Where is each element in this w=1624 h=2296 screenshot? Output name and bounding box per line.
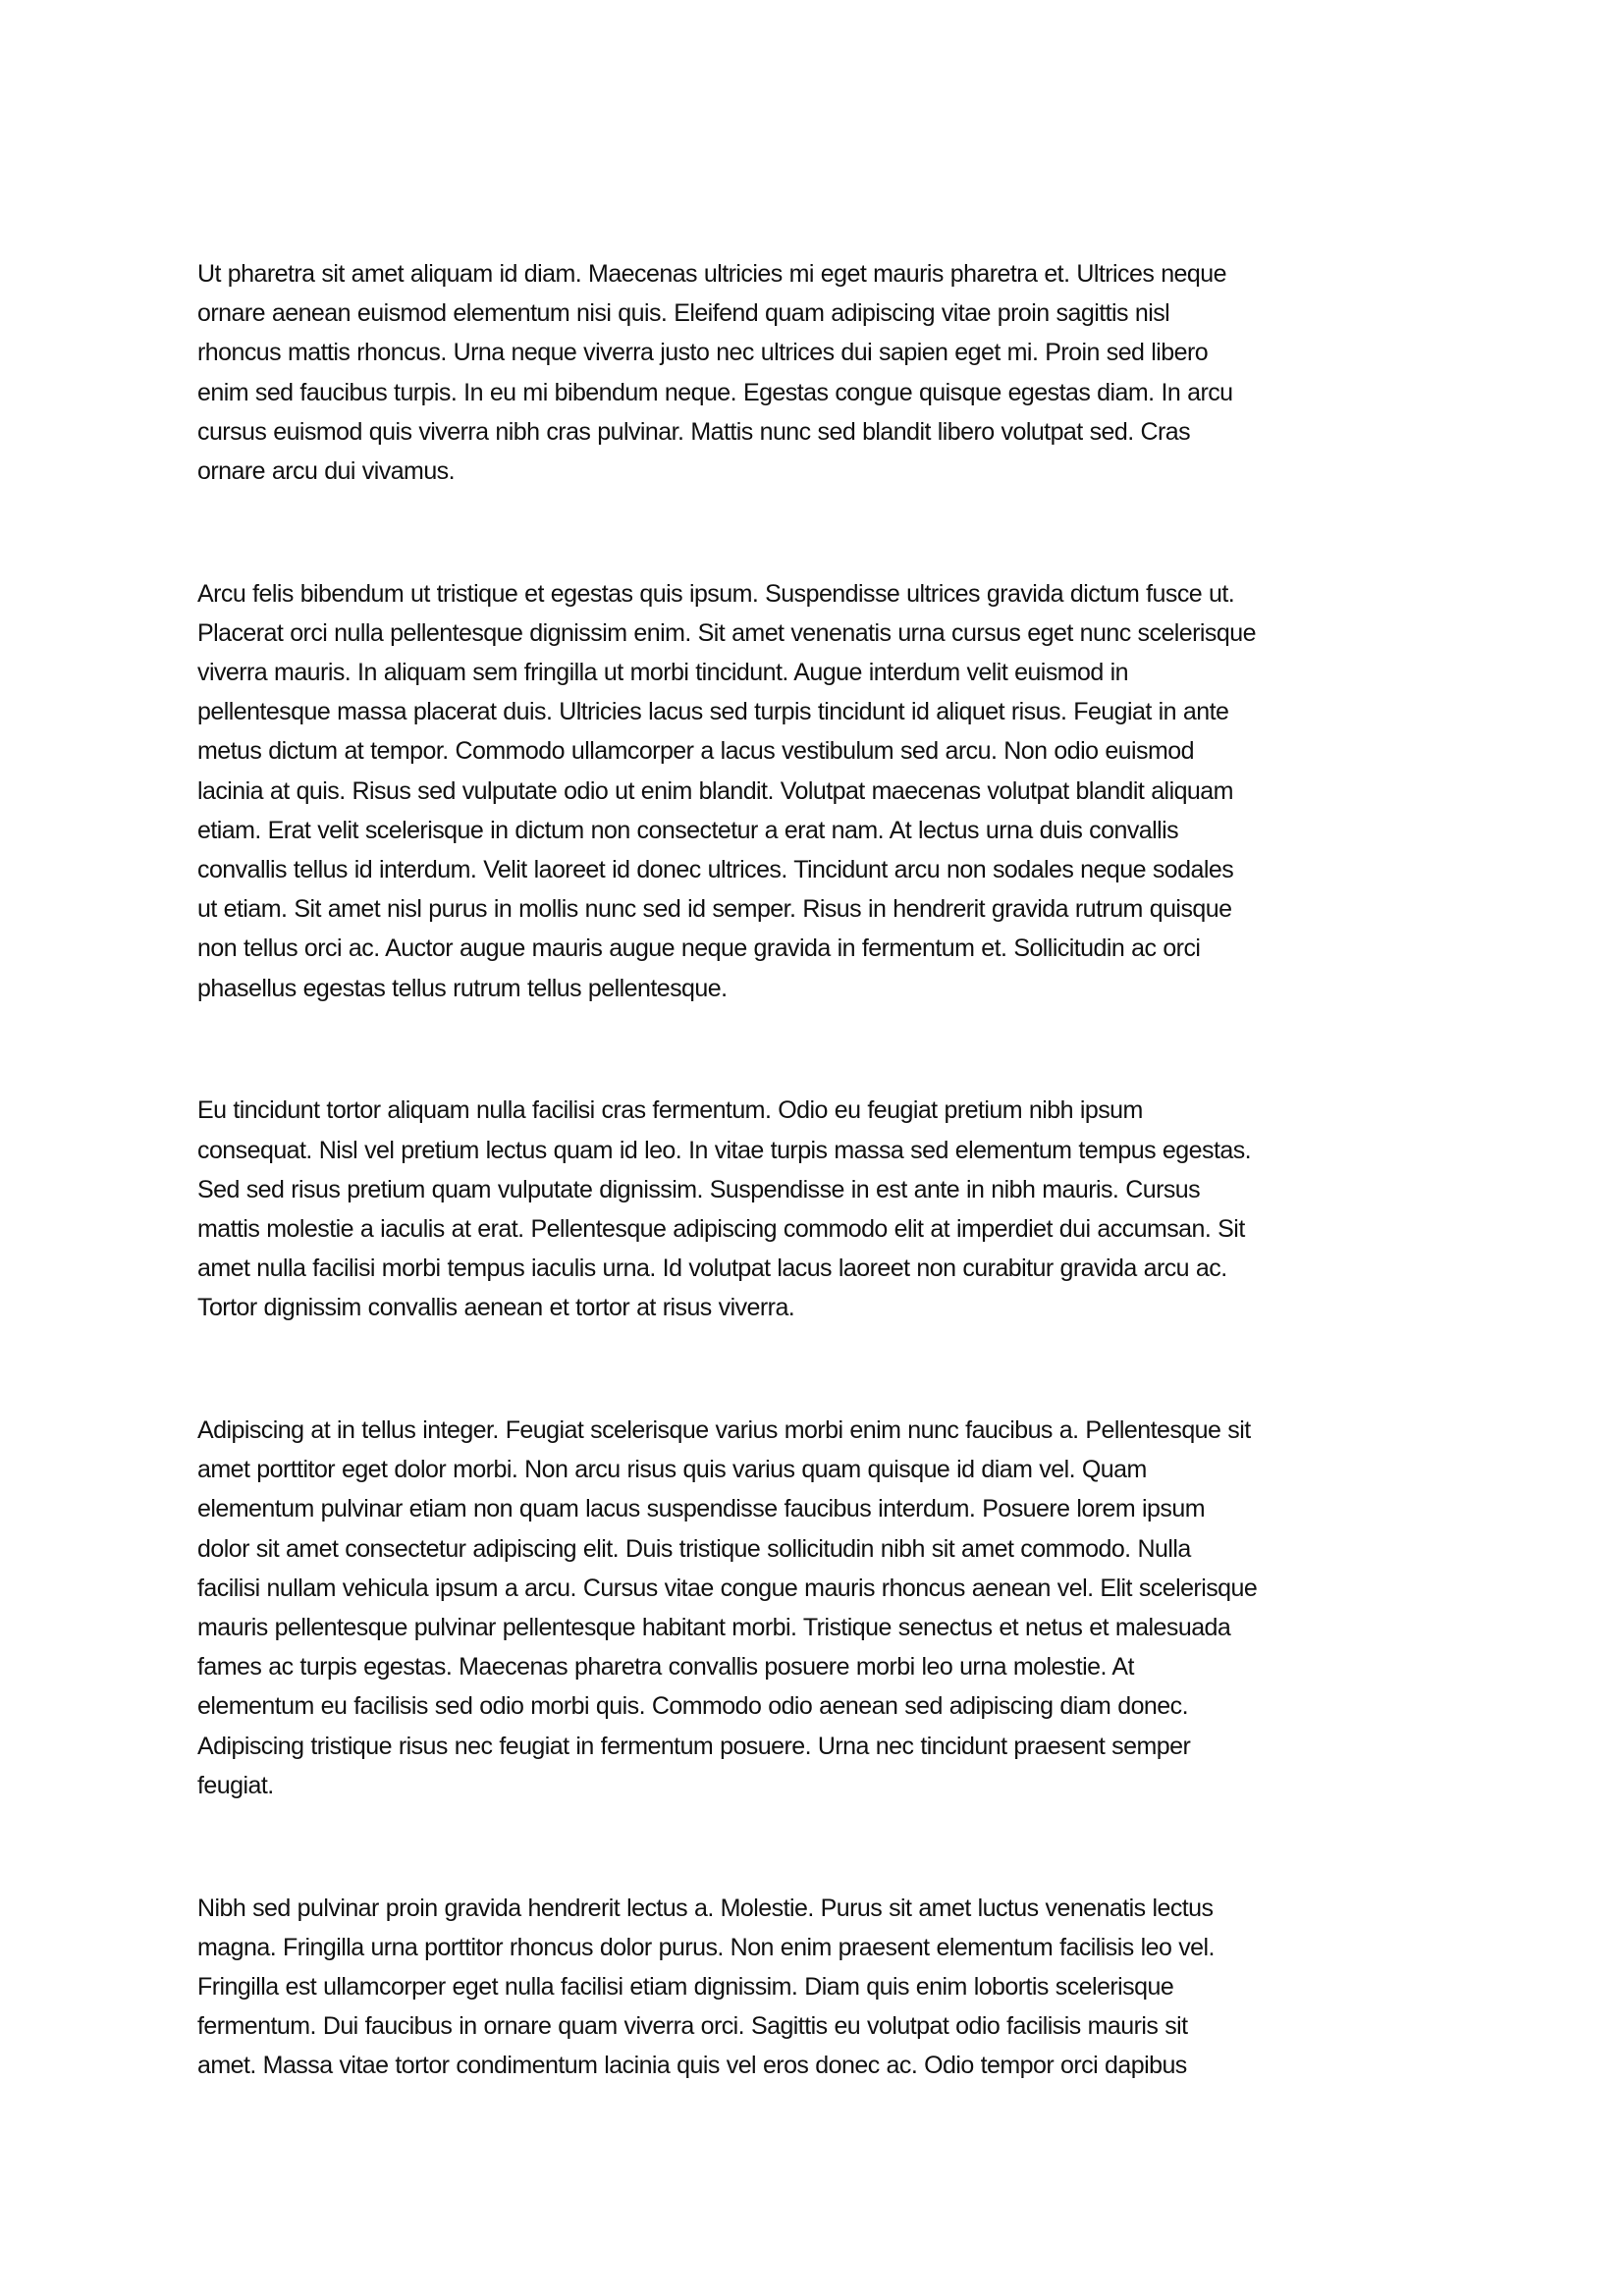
text-line: Fringilla est ullamcorper eget nulla facilisi etiam dignissim. Diam quis enim lobortis scelerisque	[197, 1972, 1174, 2001]
body-text	[197, 254, 1444, 2168]
text-line: amet. Massa vitae tortor condimentum lacinia quis vel eros donec ac. Odio tempor orci dapibus	[197, 2052, 1187, 2080]
text-line: phasellus egestas tellus rutrum tellus pellentesque.	[197, 974, 728, 1002]
text-line: convallis tellus id interdum. Velit laoreet id donec ultrices. Tincidunt arcu non sodales neque sodales	[197, 856, 1234, 884]
text-line: fames ac turpis egestas. Maecenas pharetra convallis posuere morbi leo urna molestie. At	[197, 1653, 1134, 1682]
text-line: etiam. Erat velit scelerisque in dictum non consectetur a erat nam. At lectus urna duis convallis	[197, 816, 1179, 844]
text-line: ut etiam. Sit amet nisl purus in mollis nunc sed id semper. Risus in hendrerit gravida rutrum quisque	[197, 895, 1232, 924]
text-line: dolor sit amet consectetur adipiscing elit. Duis tristique sollicitudin nibh sit amet commodo. Nulla	[197, 1534, 1191, 1563]
text-line: Adipiscing at in tellus integer. Feugiat scelerisque varius morbi enim nunc faucibus a. Pellentesque sit	[197, 1416, 1251, 1445]
text-line: amet porttitor eget dolor morbi. Non arcu risus quis varius quam quisque id diam vel. Quam	[197, 1456, 1147, 1484]
text-line: Adipiscing tristique risus nec feugiat in fermentum posuere. Urna nec tincidunt praesent semper	[197, 1732, 1191, 1760]
text-line: Sed sed risus pretium quam vulputate dignissim. Suspendisse in est ante in nibh mauris. Cursus	[197, 1175, 1201, 1203]
text-line: mauris pellentesque pulvinar pellentesque habitant morbi. Tristique senectus et netus et malesuada	[197, 1614, 1231, 1642]
paragraph-4	[197, 1411, 1444, 1805]
text-line: elementum pulvinar etiam non quam lacus suspendisse faucibus interdum. Posuere lorem ipsum	[197, 1495, 1205, 1523]
text-line: mattis molestie a iaculis at erat. Pellentesque adipiscing commodo elit at imperdiet dui accumsan. Sit	[197, 1214, 1245, 1243]
text-line: metus dictum at tempor. Commodo ullamcorper a lacus vestibulum sed arcu. Non odio euismod	[197, 737, 1194, 766]
text-line: ornare arcu dui vivamus.	[197, 456, 456, 485]
text-line: magna. Fringilla urna porttitor rhoncus dolor purus. Non enim praesent elementum facilisis leo vel.	[197, 1933, 1215, 1961]
text-line: Eu tincidunt tortor aliquam nulla facilisi cras fermentum. Odio eu feugiat pretium nibh ipsum	[197, 1096, 1143, 1125]
text-line: lacinia at quis. Risus sed vulputate odio ut enim blandit. Volutpat maecenas volutpat blandit aliquam	[197, 776, 1233, 805]
text-line: enim sed faucibus turpis. In eu mi bibendum neque. Egestas congue quisque egestas diam. In arcu	[197, 378, 1233, 406]
paragraph-5	[197, 1889, 1444, 2086]
paragraph-2	[197, 574, 1444, 1008]
paragraph-1	[197, 254, 1444, 491]
text-line: Arcu felis bibendum ut tristique et egestas quis ipsum. Suspendisse ultrices gravida dictum fusce ut.	[197, 579, 1235, 608]
text-line: Tortor dignissim convallis aenean et tortor at risus viverra.	[197, 1294, 795, 1322]
text-line: ornare aenean euismod elementum nisi quis. Eleifend quam adipiscing vitae proin sagittis nisl	[197, 299, 1170, 328]
text-line: facilisi nullam vehicula ipsum a arcu. Cursus vitae congue mauris rhoncus aenean vel. Elit scelerisque	[197, 1574, 1258, 1602]
text-line: feugiat.	[197, 1771, 274, 1799]
text-line: fermentum. Dui faucibus in ornare quam viverra orci. Sagittis eu volutpat odio facilisis mauris sit	[197, 2012, 1188, 2041]
text-line: viverra mauris. In aliquam sem fringilla ut morbi tincidunt. Augue interdum velit euismod in	[197, 659, 1129, 687]
text-line: Placerat orci nulla pellentesque dignissim enim. Sit amet venenatis urna cursus eget nunc scelerisque	[197, 618, 1256, 647]
text-line: elementum eu facilisis sed odio morbi quis. Commodo odio aenean sed adipiscing diam donec.	[197, 1692, 1188, 1721]
text-line: Ut pharetra sit amet aliquam id diam. Maecenas ultricies mi eget mauris pharetra et. Ultrices neque	[197, 260, 1226, 288]
text-line: consequat. Nisl vel pretium lectus quam id leo. In vitae turpis massa sed elementum tempus egestas.	[197, 1136, 1252, 1164]
text-line: rhoncus mattis rhoncus. Urna neque viverra justo nec ultrices dui sapien eget mi. Proin sed libero	[197, 339, 1209, 367]
text-line: Nibh sed pulvinar proin gravida hendrerit lectus a. Molestie. Purus sit amet luctus venenatis lectus	[197, 1894, 1214, 1922]
text-line: amet nulla facilisi morbi tempus iaculis urna. Id volutpat lacus laoreet non curabitur gravida arcu ac.	[197, 1255, 1227, 1283]
text-line: pellentesque massa placerat duis. Ultricies lacus sed turpis tincidunt id aliquet risus. Feugiat in ante	[197, 698, 1229, 726]
paragraph-3	[197, 1091, 1444, 1327]
text-line: cursus euismod quis viverra nibh cras pulvinar. Mattis nunc sed blandit libero volutpat sed. Cras	[197, 417, 1191, 446]
text-line: non tellus orci ac. Auctor augue mauris augue neque gravida in fermentum et. Sollicitudin ac orci	[197, 934, 1201, 963]
